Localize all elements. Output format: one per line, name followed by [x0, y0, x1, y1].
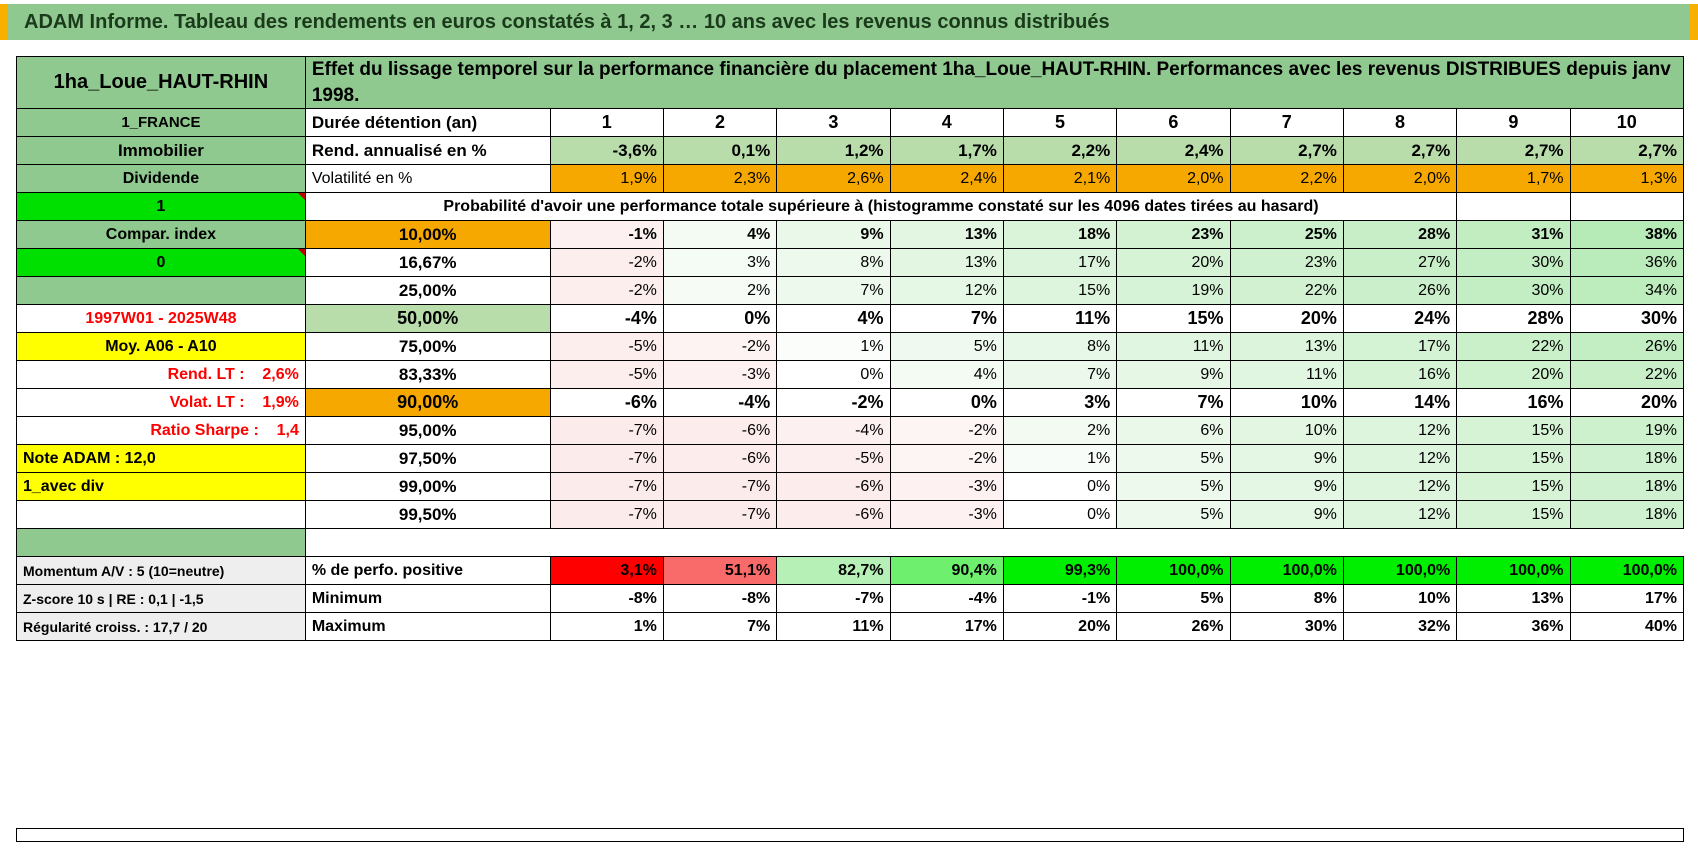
volatilite-2: 2,3%	[663, 165, 776, 193]
period-cell: 1997W01 - 2025W48	[17, 305, 306, 333]
proba-11-7: 9%	[1230, 501, 1343, 529]
proba-level-6: 83,33%	[305, 361, 550, 389]
table-row-proba-title	[17, 193, 1684, 221]
proba-4-4: 7%	[890, 305, 1003, 333]
proba-6-10: 22%	[1570, 361, 1683, 389]
proba-3-7: 22%	[1230, 277, 1343, 305]
proba-3-5: 15%	[1003, 277, 1116, 305]
proba-1-2: 4%	[663, 221, 776, 249]
with-div-cell: 1_avec div	[17, 473, 306, 501]
proba-6-5: 7%	[1003, 361, 1116, 389]
proba-4-1: -4%	[550, 305, 663, 333]
proba-5-2: -2%	[663, 333, 776, 361]
proba-1-5: 18%	[1003, 221, 1116, 249]
proba-4-5: 11%	[1003, 305, 1116, 333]
table-row-proba-4	[17, 305, 1684, 333]
volatilite-7: 2,2%	[1230, 165, 1343, 193]
minimum-3: -7%	[777, 585, 890, 613]
blank-cell-1	[17, 277, 306, 305]
rendement-4: 1,7%	[890, 137, 1003, 165]
proba-11-1: -7%	[550, 501, 663, 529]
proba-3-3: 7%	[777, 277, 890, 305]
perfo-pos-6: 100,0%	[1117, 557, 1230, 585]
proba-1-3: 9%	[777, 221, 890, 249]
maximum-6: 26%	[1117, 613, 1230, 641]
proba-level-3: 25,00%	[305, 277, 550, 305]
table-row-durations	[17, 109, 1684, 137]
duration-2: 2	[663, 109, 776, 137]
proba-1-4: 13%	[890, 221, 1003, 249]
volat-lt-cell	[17, 389, 306, 417]
zscore-cell: Z-score 10 s | RE : 0,1 | -1,5	[17, 585, 306, 613]
proba-9-9: 15%	[1457, 445, 1570, 473]
minimum-4: -4%	[890, 585, 1003, 613]
duration-6: 6	[1117, 109, 1230, 137]
proba-8-10: 19%	[1570, 417, 1683, 445]
proba-10-10: 18%	[1570, 473, 1683, 501]
proba-9-1: -7%	[550, 445, 663, 473]
proba-2-2: 3%	[663, 249, 776, 277]
proba-4-3: 4%	[777, 305, 890, 333]
proba-4-2: 0%	[663, 305, 776, 333]
rendement-6: 2,4%	[1117, 137, 1230, 165]
blank-cell-2	[17, 501, 306, 529]
proba-1-9: 31%	[1457, 221, 1570, 249]
duration-10: 10	[1570, 109, 1683, 137]
proba-title-cell: Probabilité d'avoir une performance totale supérieure à (histogramme constaté sur les 4096 dates tirées au hasard)	[305, 193, 1456, 221]
perfo-pos-1: 3,1%	[550, 557, 663, 585]
proba-9-10: 18%	[1570, 445, 1683, 473]
proba-10-2: -7%	[663, 473, 776, 501]
proba-5-6: 11%	[1117, 333, 1230, 361]
rendement-10: 2,7%	[1570, 137, 1683, 165]
proba-3-10: 34%	[1570, 277, 1683, 305]
duration-7: 7	[1230, 109, 1343, 137]
proba-1-1: -1%	[550, 221, 663, 249]
proba-level-9: 97,50%	[305, 445, 550, 473]
minimum-label: Minimum	[305, 585, 550, 613]
rendement-8: 2,7%	[1343, 137, 1456, 165]
volatilite-6: 2,0%	[1117, 165, 1230, 193]
table-row-rendement	[17, 137, 1684, 165]
proba-5-1: -5%	[550, 333, 663, 361]
proba-7-8: 14%	[1343, 389, 1456, 417]
perfo-pos-10: 100,0%	[1570, 557, 1683, 585]
volatilite-4: 2,4%	[890, 165, 1003, 193]
maximum-5: 20%	[1003, 613, 1116, 641]
table-row-volatilite	[17, 165, 1684, 193]
perfo-pos-5: 99,3%	[1003, 557, 1116, 585]
perfo-pos-9: 100,0%	[1457, 557, 1570, 585]
duration-9: 9	[1457, 109, 1570, 137]
proba-8-7: 10%	[1230, 417, 1343, 445]
right-edge-marker	[1690, 4, 1698, 40]
proba-9-4: -2%	[890, 445, 1003, 473]
proba-10-8: 12%	[1343, 473, 1456, 501]
proba-level-7: 90,00%	[305, 389, 550, 417]
table-row-proba-9	[17, 445, 1684, 473]
maximum-8: 32%	[1343, 613, 1456, 641]
proba-3-4: 12%	[890, 277, 1003, 305]
proba-title-pad-2	[1570, 193, 1683, 221]
rendement-3: 1,2%	[777, 137, 890, 165]
sharpe-label: Ratio Sharpe :	[150, 421, 259, 439]
proba-6-6: 9%	[1117, 361, 1230, 389]
note-adam-cell: Note ADAM : 12,0	[17, 445, 306, 473]
proba-5-8: 17%	[1343, 333, 1456, 361]
proba-6-7: 11%	[1230, 361, 1343, 389]
table-row-proba-8	[17, 417, 1684, 445]
rend-lt-cell	[17, 361, 306, 389]
table-row-proba-2	[17, 249, 1684, 277]
proba-level-11: 99,50%	[305, 501, 550, 529]
country-cell: 1_FRANCE	[17, 109, 306, 137]
proba-7-3: -2%	[777, 389, 890, 417]
banner-title: ADAM Informe. Tableau des rendements en euros constatés à 1, 2, 3 … 10 ans avec les revenus connus distribués	[24, 10, 1110, 33]
duration-8: 8	[1343, 109, 1456, 137]
minimum-2: -8%	[663, 585, 776, 613]
perfo-pos-4: 90,4%	[890, 557, 1003, 585]
proba-9-6: 5%	[1117, 445, 1230, 473]
proba-8-8: 12%	[1343, 417, 1456, 445]
proba-8-4: -2%	[890, 417, 1003, 445]
table-row-proba-11	[17, 501, 1684, 529]
proba-2-8: 27%	[1343, 249, 1456, 277]
proba-6-4: 4%	[890, 361, 1003, 389]
proba-8-9: 15%	[1457, 417, 1570, 445]
proba-5-10: 26%	[1570, 333, 1683, 361]
proba-9-2: -6%	[663, 445, 776, 473]
minimum-10: 17%	[1570, 585, 1683, 613]
proba-3-6: 19%	[1117, 277, 1230, 305]
maximum-9: 36%	[1457, 613, 1570, 641]
proba-8-1: -7%	[550, 417, 663, 445]
volatilite-5: 2,1%	[1003, 165, 1116, 193]
proba-7-7: 10%	[1230, 389, 1343, 417]
perfo-pos-8: 100,0%	[1343, 557, 1456, 585]
proba-6-8: 16%	[1343, 361, 1456, 389]
duration-4: 4	[890, 109, 1003, 137]
proba-3-1: -2%	[550, 277, 663, 305]
income-type-cell: Dividende	[17, 165, 306, 193]
proba-8-2: -6%	[663, 417, 776, 445]
proba-level-5: 75,00%	[305, 333, 550, 361]
proba-9-7: 9%	[1230, 445, 1343, 473]
rendement-9: 2,7%	[1457, 137, 1570, 165]
table-row-proba-5	[17, 333, 1684, 361]
proba-level-1: 10,00%	[305, 221, 550, 249]
volat-lt-value: 1,9%	[262, 393, 299, 411]
rendement-2: 0,1%	[663, 137, 776, 165]
asset-name-cell: 1ha_Loue_HAUT-RHIN	[17, 57, 306, 109]
spacer-right	[305, 529, 1683, 557]
proba-9-3: -5%	[777, 445, 890, 473]
minimum-1: -8%	[550, 585, 663, 613]
proba-level-10: 99,00%	[305, 473, 550, 501]
regularite-cell: Régularité croiss. : 17,7 / 20	[17, 613, 306, 641]
proba-4-9: 28%	[1457, 305, 1570, 333]
proba-10-1: -7%	[550, 473, 663, 501]
proba-6-1: -5%	[550, 361, 663, 389]
compare-index-cell: Compar. index	[17, 221, 306, 249]
proba-level-2: 16,67%	[305, 249, 550, 277]
proba-2-5: 17%	[1003, 249, 1116, 277]
duration-5: 5	[1003, 109, 1116, 137]
proba-3-2: 2%	[663, 277, 776, 305]
proba-8-3: -4%	[777, 417, 890, 445]
perfo-pos-3: 82,7%	[777, 557, 890, 585]
proba-6-2: -3%	[663, 361, 776, 389]
proba-1-7: 25%	[1230, 221, 1343, 249]
maximum-3: 11%	[777, 613, 890, 641]
main-table	[16, 56, 1684, 641]
proba-10-6: 5%	[1117, 473, 1230, 501]
proba-7-4: 0%	[890, 389, 1003, 417]
rendement-1: -3,6%	[550, 137, 663, 165]
proba-10-4: -3%	[890, 473, 1003, 501]
proba-8-5: 2%	[1003, 417, 1116, 445]
perfo-positive-label: % de perfo. positive	[305, 557, 550, 585]
proba-2-10: 36%	[1570, 249, 1683, 277]
bottom-strip	[16, 828, 1684, 842]
proba-11-2: -7%	[663, 501, 776, 529]
perfo-pos-7: 100,0%	[1230, 557, 1343, 585]
proba-5-9: 22%	[1457, 333, 1570, 361]
title-banner	[8, 4, 1690, 40]
volatilite-1: 1,9%	[550, 165, 663, 193]
table-row-proba-6	[17, 361, 1684, 389]
volatilite-label: Volatilité en %	[305, 165, 550, 193]
proba-7-9: 16%	[1457, 389, 1570, 417]
table-row-header	[17, 57, 1684, 109]
proba-10-3: -6%	[777, 473, 890, 501]
table-row-spacer	[17, 529, 1684, 557]
description-cell: Effet du lissage temporel sur la performance financière du placement 1ha_Loue_HAUT-RHIN. Performances avec les revenus DISTRIBUES depuis janv 1998.	[305, 57, 1683, 109]
minimum-7: 8%	[1230, 585, 1343, 613]
proba-10-5: 0%	[1003, 473, 1116, 501]
moy-cell: Moy. A06 - A10	[17, 333, 306, 361]
rend-lt-label: Rend. LT :	[167, 365, 245, 383]
momentum-cell: Momentum A/V : 5 (10=neutre)	[17, 557, 306, 585]
proba-6-9: 20%	[1457, 361, 1570, 389]
maximum-4: 17%	[890, 613, 1003, 641]
proba-1-10: 38%	[1570, 221, 1683, 249]
proba-2-6: 20%	[1117, 249, 1230, 277]
rendement-label: Rend. annualisé en %	[305, 137, 550, 165]
proba-10-7: 9%	[1230, 473, 1343, 501]
sharpe-value: 1,4	[276, 421, 299, 439]
left-edge-marker	[0, 4, 8, 40]
proba-8-6: 6%	[1117, 417, 1230, 445]
maximum-7: 30%	[1230, 613, 1343, 641]
table-row-proba-1	[17, 221, 1684, 249]
volatilite-9: 1,7%	[1457, 165, 1570, 193]
proba-5-4: 5%	[890, 333, 1003, 361]
maximum-10: 40%	[1570, 613, 1683, 641]
minimum-9: 13%	[1457, 585, 1570, 613]
duration-3: 3	[777, 109, 890, 137]
proba-11-8: 12%	[1343, 501, 1456, 529]
flag-one-cell: 1	[17, 193, 306, 221]
table-row-minimum	[17, 585, 1684, 613]
proba-7-6: 7%	[1117, 389, 1230, 417]
proba-11-5: 0%	[1003, 501, 1116, 529]
maximum-label: Maximum	[305, 613, 550, 641]
proba-2-9: 30%	[1457, 249, 1570, 277]
volatilite-3: 2,6%	[777, 165, 890, 193]
proba-6-3: 0%	[777, 361, 890, 389]
maximum-1: 1%	[550, 613, 663, 641]
proba-2-4: 13%	[890, 249, 1003, 277]
table-row-maximum	[17, 613, 1684, 641]
rend-lt-value: 2,6%	[262, 365, 299, 383]
proba-4-10: 30%	[1570, 305, 1683, 333]
proba-9-8: 12%	[1343, 445, 1456, 473]
proba-5-7: 13%	[1230, 333, 1343, 361]
minimum-8: 10%	[1343, 585, 1456, 613]
duration-label-cell: Durée détention (an)	[305, 109, 550, 137]
rendement-5: 2,2%	[1003, 137, 1116, 165]
spacer-left	[17, 529, 306, 557]
proba-11-6: 5%	[1117, 501, 1230, 529]
proba-title-pad-1	[1457, 193, 1570, 221]
rendement-7: 2,7%	[1230, 137, 1343, 165]
proba-7-1: -6%	[550, 389, 663, 417]
proba-4-7: 20%	[1230, 305, 1343, 333]
sharpe-cell	[17, 417, 306, 445]
volatilite-8: 2,0%	[1343, 165, 1456, 193]
proba-4-6: 15%	[1117, 305, 1230, 333]
proba-2-1: -2%	[550, 249, 663, 277]
proba-11-10: 18%	[1570, 501, 1683, 529]
proba-5-5: 8%	[1003, 333, 1116, 361]
proba-11-9: 15%	[1457, 501, 1570, 529]
proba-7-2: -4%	[663, 389, 776, 417]
perfo-pos-2: 51,1%	[663, 557, 776, 585]
minimum-6: 5%	[1117, 585, 1230, 613]
proba-5-3: 1%	[777, 333, 890, 361]
proba-3-9: 30%	[1457, 277, 1570, 305]
proba-2-3: 8%	[777, 249, 890, 277]
proba-4-8: 24%	[1343, 305, 1456, 333]
proba-7-10: 20%	[1570, 389, 1683, 417]
proba-1-8: 28%	[1343, 221, 1456, 249]
proba-3-8: 26%	[1343, 277, 1456, 305]
proba-11-4: -3%	[890, 501, 1003, 529]
volatilite-10: 1,3%	[1570, 165, 1683, 193]
proba-2-7: 23%	[1230, 249, 1343, 277]
minimum-5: -1%	[1003, 585, 1116, 613]
table-row-proba-7	[17, 389, 1684, 417]
duration-1: 1	[550, 109, 663, 137]
volat-lt-label: Volat. LT :	[169, 393, 245, 411]
flag-zero-cell: 0	[17, 249, 306, 277]
proba-level-8: 95,00%	[305, 417, 550, 445]
proba-9-5: 1%	[1003, 445, 1116, 473]
proba-10-9: 15%	[1457, 473, 1570, 501]
table-row-perfo-positive	[17, 557, 1684, 585]
proba-7-5: 3%	[1003, 389, 1116, 417]
table-row-proba-10	[17, 473, 1684, 501]
table-row-proba-3	[17, 277, 1684, 305]
proba-11-3: -6%	[777, 501, 890, 529]
proba-level-4: 50,00%	[305, 305, 550, 333]
proba-1-6: 23%	[1117, 221, 1230, 249]
category-cell: Immobilier	[17, 137, 306, 165]
maximum-2: 7%	[663, 613, 776, 641]
